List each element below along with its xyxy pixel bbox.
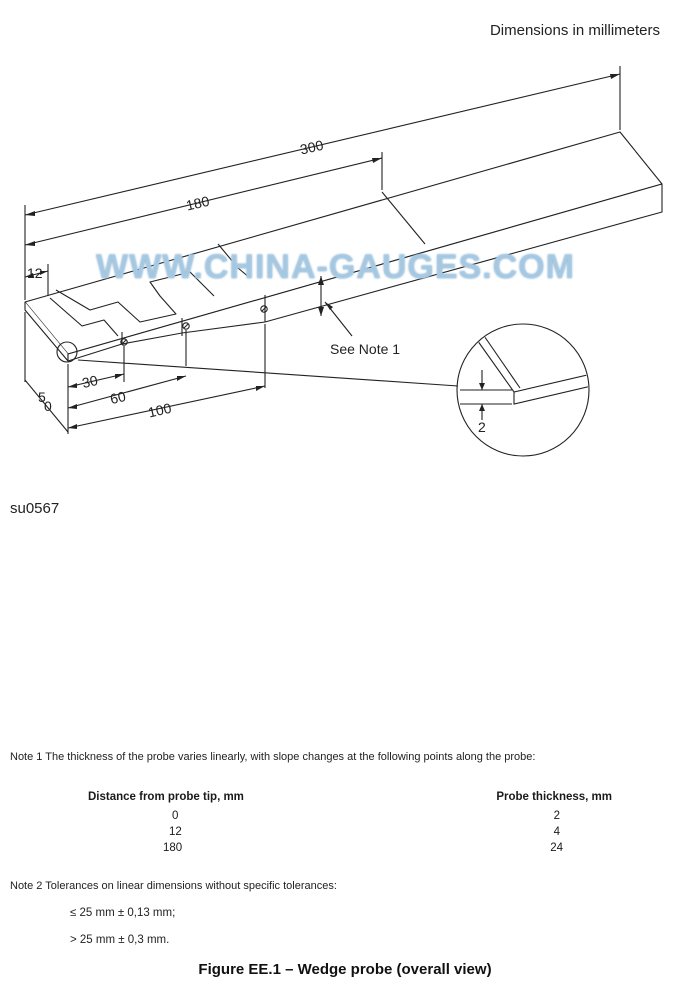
dim-30-label: 30 [80,371,100,392]
dim-5-label: 5 [38,389,46,405]
dim-0-label: 0 [44,398,52,414]
detail-leader [78,360,458,386]
table-row [60,841,620,857]
table-cell: 0 [172,810,179,822]
table-cell: 180 [163,842,183,854]
dim-60-label: 60 [108,387,128,408]
note-2: Note 2 Tolerances on linear dimensions without specific tolerances: [10,880,337,892]
figure-caption: Figure EE.1 – Wedge probe (overall view) [198,961,492,978]
tolerance-2: > 25 mm ± 0,3 mm. [70,934,170,946]
probe-top-face [25,132,662,354]
thickness-table [60,789,620,857]
table-cell: 12 [169,826,182,838]
dim-100-label: 100 [146,399,173,421]
watermark-text: WWW.CHINA-GAUGES.COM [96,248,575,286]
dim-12-label: 12 [27,265,43,281]
note-1: Note 1 The thickness of the probe varies linearly, with slope changes at the following points along the probe: [10,751,536,763]
tolerance-1: ≤ 25 mm ± 0,13 mm; [70,907,176,919]
table-header-row [60,789,620,809]
see-note-1-label: See Note 1 [330,341,401,357]
wedge-probe-drawing [0,0,690,490]
table-cell: 24 [550,842,563,854]
table-row [60,809,620,825]
table-cell: 4 [553,826,560,838]
dim-300-label: 300 [298,136,325,158]
units-note: Dimensions in millimeters [489,22,660,39]
dim-180-label: 180 [184,192,211,214]
table-row [60,825,620,841]
table-cell: 2 [553,810,560,822]
detail-dim-2-label: 2 [478,419,486,435]
figure-id: su0567 [10,500,60,517]
table-header-thickness: Probe thickness, mm [496,791,612,803]
table-header-distance: Distance from probe tip, mm [88,791,244,803]
